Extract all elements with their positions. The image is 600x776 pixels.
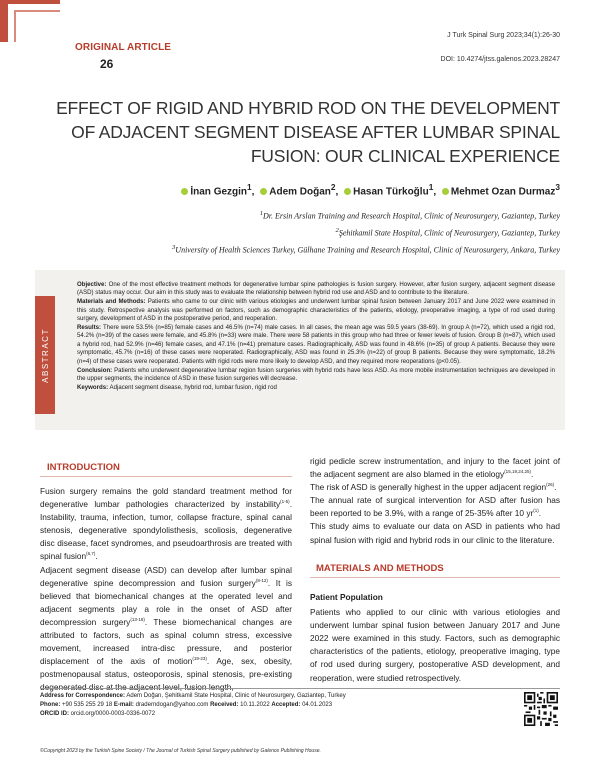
footer-divider — [40, 688, 560, 689]
methods-heading: MATERIALS AND METHODS — [316, 563, 444, 574]
orcid-icon[interactable] — [344, 188, 351, 195]
author-name: İnan Gezgin — [190, 186, 248, 198]
article-type: ORIGINAL ARTICLE — [75, 42, 172, 53]
abstract-objective: Objective: One of the most effective treatment methods for degenerative lumbar spine pathologies is fusion surgery. However, after fusion surgery, adjacent segment disease (ASD) status may occur. Our aim in this study was to evaluate the relationship between hybrid rod use and ASD and to contribute to the literature. — [77, 281, 555, 297]
affiliation: $^2$Şehitkamil State Hospital, Clinic of Neurosurgery, Gaziantep, Turkey — [335, 227, 560, 238]
abstract-conclusion: Conclusion: Patients who underwent degenerative lumbar region fusion surgeries with hybrid rods have less ASD. As more mobile instrumentation techniques are developed in the upper segments, the incidence of ASD in these fusion surgeries will decrease. — [77, 366, 555, 382]
paragraph: rigid pedicle screw instrumentation, and injury to the facet joint of the adjacent segment are also blamed in the etiology$^{(15,19,24,25)}$. — [310, 456, 560, 480]
orcid-icon[interactable] — [181, 188, 188, 195]
article-number: 26 — [100, 57, 114, 71]
abstract-results: Results: There were 53.5% (n=85) female cases and 46.5% (n=74) male cases. In all cases, the mean age was 59.5 years (38-69). In group A (n=72), which used a rigid rod, 54.2% (n=39) of the cases were female, and 45.8% (n=33) were male. There were 58 patients in this group who had three or fewer levels of fusion. Group B (n=87), which used a hybrid rod, had 52.9% (n=46) female cases, and 47.1% (n=41) premature cases. Radiographically, ASD was found in 48.6% (n=35) of group A patients. Because they were symptomatic, 45.7% (n=16) of these cases were reoperated. Radiographically, ASD was found in 25.3% (n=22) of group B patients. Because they were symptomatic, 18.2% (n=4) of these cases were reoperated. Patients with rigid rods were more likely to develop ASD, and they required more reoperations (p<0.05). — [77, 324, 555, 365]
methods-column — [310, 591, 560, 685]
author-name: Adem Doğan — [269, 186, 331, 198]
section-divider — [310, 577, 560, 578]
paragraph: This study aims to evaluate our data on ASD in patients who had spinal fusion with rigid and hybrid rods in our clinic to the literature. — [310, 521, 560, 545]
abstract-label: ABSTRACT — [40, 327, 50, 383]
subheading: Patient Population — [310, 592, 383, 602]
orcid-link[interactable]: orcid.org/0000-0003-0336-0072 — [70, 711, 156, 717]
article-title: EFFECT OF RIGID AND HYBRID ROD ON THE DEVELOPMENT OF ADJACENT SEGMENT DISEASE AFTER LUMBAR SPINAL FUSION: OUR CLINICAL EXPERIENCE — [56, 98, 560, 166]
affiliation: $^3$University of Health Sciences Turkey, Gülhane Training and Research Hospital, Clinic of Neurosurgery, Ankara, Turkey — [171, 244, 560, 255]
doi-link[interactable]: DOI: 10.4274/jtss.galenos.2023.28247 — [440, 56, 560, 63]
section-divider — [40, 476, 292, 477]
author-name: Hasan Türkoğlu — [353, 186, 429, 198]
paragraph: The annual rate of surgical intervention for ASD after fusion has been reported to be 3.9%, with a range of 25-35% after 10 $yr^{(1)}$. — [310, 495, 560, 519]
paragraph: The risk of ASD is generally highest in the upper adjacent region$^{(26)}$. — [310, 482, 557, 493]
intro-left-column — [40, 485, 292, 695]
abstract-text — [77, 281, 555, 393]
author-list: İnan Gezgin$^1$, Adem Doğan$^2$, Hasan Türkoğlu$^1$, Mehmet Ozan Durmaz$^3$ — [178, 182, 560, 197]
author-name: Mehmet Ozan Durmaz — [450, 186, 556, 198]
orcid-icon[interactable] — [442, 188, 449, 195]
correspondence-footer: Address for Correspondence: Adem Doğan, Şehitkamil State Hospital, Clinic of Neurosurgery, Gaziantep, Turkey Phone: +90 535 255 29 18 E-mail: draderndogan@yahoo.com Received: 10.11.2022 Accepted: 04.01.2023 ORCID ID: orcid.org/0000-0003-0336-0072 — [40, 693, 346, 717]
intro-heading: INTRODUCTION — [47, 462, 120, 473]
copyright-notice: ©Copyright 2023 by the Turkish Spine Society / The Journal of Turkish Spinal Surgery published by Galenos Publishing House. — [40, 748, 321, 754]
intro-right-column — [310, 455, 560, 547]
abstract-keywords: Keywords: Adjacent segment disease, hybrid rod, lumbar fusion, rigid rod — [77, 383, 277, 391]
paragraph: Patients who applied to our clinic with various etiologies and underwent lumbar spinal fusion between January 2017 and June 2022 were examined in this study. Factors, such as demographic characteristics of the patients, etiology, preoperative imaging, type of rod used during surgery, postoperative ASD development, and reoperation, were studied retrospectively. — [310, 607, 560, 683]
paragraph: Fusion surgery remains the gold standard treatment method for degenerative lumbar pathologies characterized by instability$^{(1-5)}$. Instability, trauma, infection, tumor, collapse fracture, spinal canal stenosis, degenerative spondylolisthesis, scoliosis, degenerative disc disease, facet syndromes, and pseudoarthrosis are treated with spinal fusion$^{(6,7)}$. — [40, 486, 292, 562]
abstract-methods: Materials and Methods: Patients who came to our clinic with various etiologies and underwent lumbar spinal fusion between January 2017 and June 2022 were examined in this study. Retrospective analysis was performed on factors, such as demographic characteristics of the patients, etiology, preoperative imaging, a type of rod used during surgery, development of ASD in the postoperative period, and reoperation. — [77, 298, 555, 323]
header-corner-graphic — [0, 0, 60, 42]
qr-code-icon — [524, 692, 558, 726]
affiliation: $^1$Dr. Ersin Arslan Training and Research Hospital, Clinic of Neurosurgery, Gaziantep, Turkey — [259, 210, 560, 221]
affiliations — [40, 207, 560, 258]
paragraph: Adjacent segment disease (ASD) can develop after lumbar spinal degenerative spine decompression and fusion surgery$^{(8-12)}$. It is believed that biomechanical changes at the operated level and adjacent segments play a role in the onset of ASD after decompression surgery$^{(13-18)}$. These biomechanical changes are attributed to factors, such as spinal column stress, excessive movement, increased intra-disc pressure, and posterior displacement of the axis of motion$^{(19-23)}$. Age, sex, obesity, postmenopausal status, osteoporosis, spinal stenosis, pre-existing — [40, 564, 293, 680]
orcid-icon[interactable] — [260, 188, 267, 195]
email-link[interactable]: draderndogan@yahoo.com — [135, 702, 209, 708]
journal-reference: J Turk Spinal Surg 2023;34(1):26-30 — [447, 32, 560, 39]
